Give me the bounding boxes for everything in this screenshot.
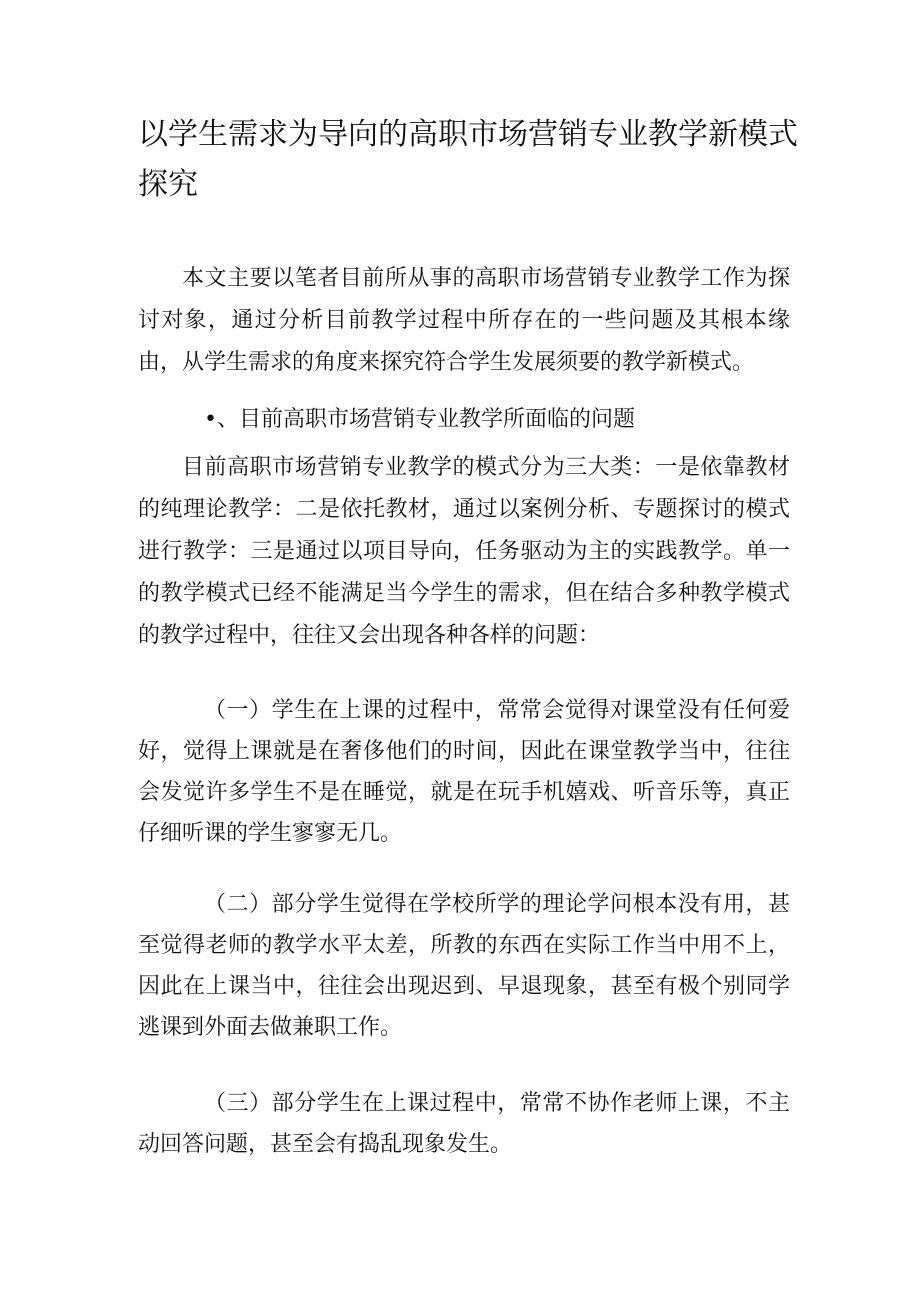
document-title: 以学生需求为导向的高职市场营销专业教学新模式探究	[138, 117, 798, 202]
problem-item-1: （一）学生在上课的过程中，常常会觉得对课堂没有任何爱好，觉得上课就是在奢侈他们的时间，因此在课堂教学当中，往往会发觉许多学生不是在睡觉，就是在玩手机嬉戏、听音乐等，真正仔细听课的学生寥寥无几。	[138, 698, 790, 846]
problem-item-2: （二）部分学生觉得在学校所学的理论学问根本没有用，甚至觉得老师的教学水平太差，所教的东西在实际工作当中用不上，因此在上课当中，往往会出现迟到、早退现象，甚至有极个别同学逃课到外面去做兼职工作。	[138, 892, 790, 1040]
intro-paragraph: 目前高职市场营销专业教学的模式分为三大类：一是依靠教材的纯理论教学：二是依托教材，通过以案例分析、专题探讨的模式进行教学：三是通过以项目导向，任务驱动为主的实践教学。单一的教学模式已经不能满足当今学生的需求，但在结合多种教学模式的教学过程中，往往又会出现各种各样的问题：	[138, 455, 790, 648]
section-heading: •、目前高职市场营销专业教学所面临的问题	[204, 407, 635, 432]
problem-item-3: （三）部分学生在上课过程中，常常不协作老师上课，不主动回答问题，甚至会有捣乱现象发生。	[138, 1091, 790, 1157]
abstract-paragraph: 本文主要以笔者目前所从事的高职市场营销专业教学工作为探讨对象，通过分析目前教学过程中所存在的一些问题及其根本缘由，从学生需求的角度来探究符合学生发展须要的教学新模式。	[138, 266, 790, 375]
